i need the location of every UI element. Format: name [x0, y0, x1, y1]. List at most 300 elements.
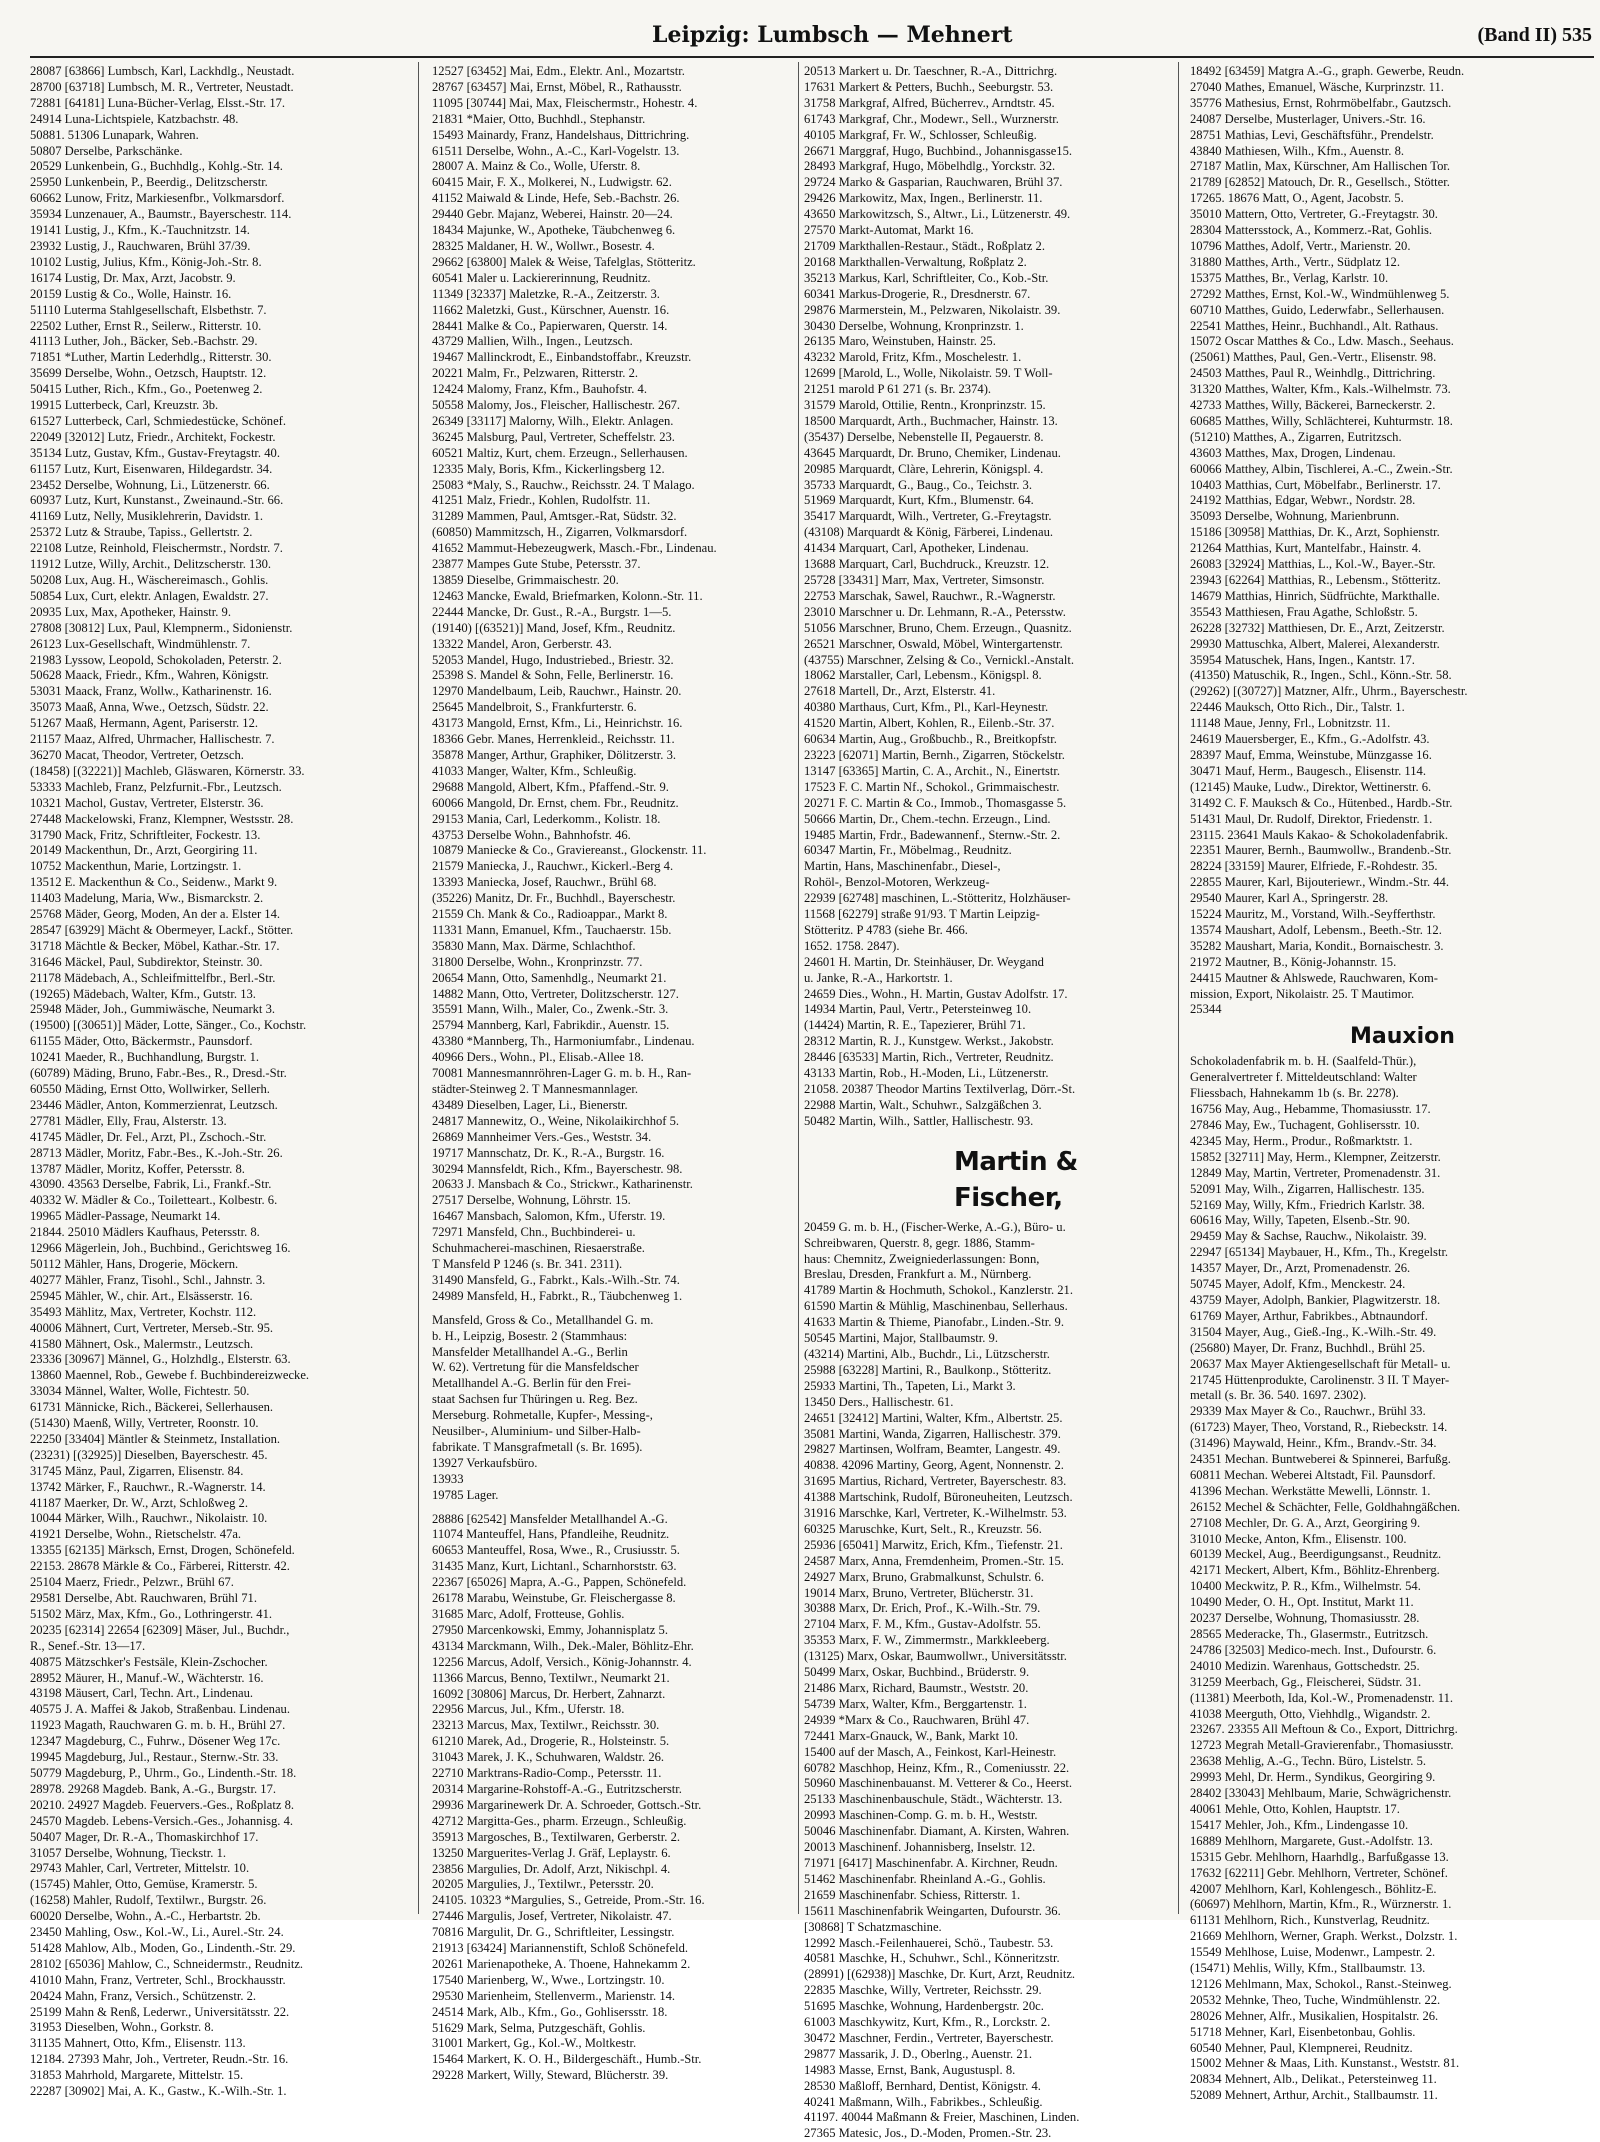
directory-entry: 11349 [32337] Maletzke, R.-A., Zeitzerstr. 3. [432, 286, 660, 301]
directory-entry: 35913 Margosches, B., Textilwaren, Gerberstr. 2. [432, 1829, 681, 1844]
directory-entry: 60415 Mair, F. X., Molkerei, N., Ludwigstr. 62. [432, 175, 672, 190]
page-title: Leipzig: Lumbsch — Mehnert [652, 22, 1013, 48]
directory-entry: 27292 Matthes, Ernst, Kol.-W., Windmühlenweg 5. [1190, 286, 1450, 301]
directory-entry: 22153. 28678 Märkle & Co., Färberei, Ritterstr. 42. [30, 1559, 290, 1574]
directory-entry: Generalvertreter f. Mitteldeutschland: Walter [1190, 1070, 1417, 1085]
directory-entry: 40277 Mähler, Franz, Tisohl., Schl., Jahnstr. 3. [30, 1272, 266, 1287]
directory-entry: 15852 [32711] May, Herm., Klempner, Zeitzerstr. [1190, 1149, 1441, 1164]
directory-entry: 43840 Mathiesen, Wilh., Kfm., Auenstr. 8. [1190, 143, 1405, 158]
directory-entry: 22108 Lutze, Reinhold, Fleischermstr., Nordstr. 7. [30, 541, 283, 556]
directory-entry: 14882 Mann, Otto, Vertreter, Dolitzscherstr. 127. [432, 986, 679, 1001]
directory-entry: 60020 Derselbe, Wohn., A.-C., Herbartstr. 2b. [30, 1909, 261, 1924]
directory-entry: 40581 Maschke, H., Schuhwr., Schl., Könneritzstr. [804, 1951, 1060, 1966]
directory-entry: 51695 Maschke, Wohnung, Hardenbergstr. 20c. [804, 1999, 1044, 2014]
directory-entry: 35353 Marx, F. W., Zimmermstr., Markkleeberg. [804, 1633, 1050, 1648]
directory-entry: 27781 Mädler, Elly, Frau, Alsterstr. 13. [30, 1113, 227, 1128]
directory-entry: 20993 Maschinen-Comp. G. m. b. H., Weststr. [804, 1808, 1038, 1823]
directory-entry: 13927 Verkaufsbüro. [432, 1455, 538, 1470]
column-divider [1178, 62, 1179, 1914]
directory-entry: 16756 May, Aug., Hebamme, Thomasiusstr. 17. [1190, 1102, 1431, 1117]
directory-entry: 21178 Mädebach, A., Schleifmittelfbr., Berl.-Str. [30, 970, 276, 985]
directory-entry: 52053 Mandel, Hugo, Industriebed., Briestr. 32. [432, 652, 674, 667]
directory-entry: 52091 May, Wilh., Zigarren, Hallischestr. 135. [1190, 1181, 1425, 1196]
directory-entry: 14357 Mayer, Dr., Arzt, Promenadenstr. 26. [1190, 1261, 1411, 1276]
directory-entry [432, 1305, 792, 1313]
header-rule [30, 56, 1594, 58]
directory-entry: 41187 Maerker, Dr. W., Arzt, Schloßweg 2. [30, 1495, 248, 1510]
directory-entry: 25728 [33431] Marr, Max, Vertreter, Simsonstr. [804, 573, 1045, 587]
directory-entry: 43645 Marquardt, Dr. Bruno, Chemiker, Lindenau. [804, 445, 1061, 460]
directory-entry: 28397 Mauf, Emma, Weinstube, Münzgasse 16. [1190, 747, 1432, 762]
directory-entry: 35733 Marquardt, G., Baug., Co., Teichstr. 3. [804, 477, 1032, 492]
directory-entry: 29743 Mahler, Carl, Vertreter, Mittelstr. 10. [30, 1861, 250, 1876]
directory-entry: 22753 Marschak, Sawel, Rauchwr., R.-Wagnerstr. [804, 588, 1056, 603]
directory-entry: 28102 [65036] Mahlow, C., Schneidermstr., Reudnitz. [30, 1956, 304, 1971]
directory-entry: Mansfelder Metallhandel A.-G., Berlin [432, 1344, 628, 1359]
directory-entry: 42171 Meckert, Albert, Kfm., Böhlitz-Ehrenberg. [1190, 1563, 1440, 1578]
directory-entry: 24351 Mechan. Buntweberei & Spinnerei, Barfußg. [1190, 1452, 1451, 1467]
directory-entry: 28325 Maldaner, H. W., Wollwr., Bosestr. 4. [432, 238, 655, 253]
directory-entry: 17265. 18676 Matt, O., Agent, Jacobstr. 5. [1190, 191, 1404, 206]
directory-entry: 61003 Maschkywitz, Kurt, Kfm., R., Lorckstr. 2. [804, 2015, 1051, 2030]
directory-entry: 21264 Matthias, Kurt, Mantelfabr., Hainstr. 4. [1190, 541, 1422, 556]
directory-entry: 23223 [62071] Martin, Bernh., Zigarren, Stöckelstr. [804, 747, 1065, 762]
directory-entry: 25083 *Maly, S., Rauchw., Reichsstr. 24. T Malago. [432, 477, 695, 492]
directory-entry: 31745 Mänz, Paul, Zigarren, Elisenstr. 84. [30, 1463, 244, 1478]
directory-entry: (61723) Mayer, Theo, Vorstand, R., Riebeckstr. 14. [1190, 1420, 1448, 1435]
directory-entry: 35282 Maushart, Maria, Kondit., Bornaischestr. 3. [1190, 938, 1444, 953]
directory-entry: 43753 Derselbe Wohn., Bahnhofstr. 46. [432, 827, 631, 842]
directory-entry: 20205 Margulies, J., Textilwr., Petersstr. 20. [432, 1877, 654, 1892]
directory-entry: 60521 Maltiz, Kurt, chem. Erzeugn., Sellerhausen. [432, 445, 688, 460]
directory-entry: 22049 [32012] Lutz, Friedr., Architekt, Fockestr. [30, 429, 276, 444]
directory-entry: 50745 Mayer, Adolf, Kfm., Menckestr. 24. [1190, 1277, 1406, 1292]
directory-entry: 35417 Marquardt, Wilh., Vertreter, G.-Freytagstr. [804, 509, 1052, 524]
directory-entry: 43603 Matthes, Max, Drogen, Lindenau. [1190, 445, 1396, 460]
directory-entry: 70816 Margulit, Dr. G., Schriftleiter, Lessingstr. [432, 1925, 675, 1940]
directory-entry: 21251 marold P 61 271 (s. Br. 2374). [804, 382, 992, 397]
directory-entry: 31685 Marc, Adolf, Frotteuse, Gohlis. [432, 1607, 625, 1621]
directory-entry: 11074 Manteuffel, Hans, Pfandleihe, Reudnitz. [432, 1527, 670, 1542]
directory-entry: (41350) Matuschik, R., Ingen., Schl., Könn.-Str. 58. [1190, 668, 1452, 683]
directory-entry: 50407 Mager, Dr. R.-A., Thomaskirchhof 17. [30, 1829, 259, 1844]
directory-entry: 22541 Matthes, Heinr., Buchhandl., Alt. Rathaus. [1190, 318, 1439, 333]
directory-entry: 22710 Marktrans-Radio-Comp., Petersstr. 11. [432, 1766, 662, 1781]
directory-entry: 40575 J. A. Maffei & Jakob, Straßenbau. Lindenau. [30, 1702, 290, 1717]
directory-entry: 13322 Mandel, Aron, Gerberstr. 43. [432, 636, 612, 651]
directory-entry: 12966 Mägerlein, Joh., Buchbind., Gerichtsweg 16. [30, 1241, 291, 1256]
directory-entry: 72971 Mansfeld, Chn., Buchbinderei- u. [432, 1225, 636, 1240]
directory-entry: 10044 Märker, Wilh., Rauchwr., Nikolaistr. 10. [30, 1511, 268, 1526]
directory-entry: 13393 Maniecka, Josef, Rauchwr., Brühl 68. [432, 875, 657, 890]
directory-entry: 27108 Mechler, Dr. G. A., Arzt, Georgiring 9. [1190, 1515, 1421, 1530]
directory-entry: 41396 Mechan. Werkstätte Mewelli, Lönnstr. 1. [1190, 1483, 1431, 1498]
directory-entry: mission, Export, Nikolaistr. 25. T Mautimor. [1190, 986, 1415, 1001]
directory-entry: Stötteritz. P 4783 (siehe Br. 466. [804, 922, 968, 937]
directory-entry: 10490 Meder, O. H., Opt. Institut, Markt 11. [1190, 1595, 1414, 1610]
directory-entry: 29936 Margarinewerk Dr. A. Schroeder, Gottsch.-Str. [432, 1797, 702, 1812]
directory-entry: 35543 Matthiesen, Frau Agathe, Schloßstr. 5. [1190, 604, 1418, 619]
directory-entry: 20159 Lustig & Co., Wolle, Hainstr. 16. [30, 286, 232, 301]
directory-entry: 17632 [62211] Gebr. Mehlhorn, Vertreter, Schönef. [1190, 1865, 1448, 1880]
directory-entry: 40105 Markgraf, Fr. W., Schlosser, Schleußig. [804, 127, 1037, 142]
directory-entry: 23446 Mädler, Anton, Kommerzienrat, Leutzsch. [30, 1097, 278, 1112]
directory-entry: (14424) Martin, R. E., Tapezierer, Brühl 71. [804, 1018, 1026, 1033]
directory-entry: 19485 Martin, Frdr., Badewannenf., Sternw.-Str. 2. [804, 827, 1061, 842]
directory-entry: 51428 Mahlow, Alb., Moden, Go., Lindenth.-Str. 29. [30, 1940, 296, 1955]
directory-entry: 23010 Marschner u. Dr. Lehmann, R.-A., Petersstw. [804, 604, 1066, 619]
directory-entry: 24659 Dies., Wohn., H. Martin, Gustav Adolfstr. 17. [804, 986, 1068, 1001]
directory-entry: 27808 [30812] Lux, Paul, Klempnerm., Sidonienstr. [30, 620, 293, 635]
directory-entry: 24503 Matthes, Paul R., Weinhdlg., Dittrichring. [1190, 366, 1436, 381]
directory-entry: 42733 Matthes, Willy, Bäckerei, Barneckerstr. 2. [1190, 398, 1436, 413]
directory-entry: 36270 Macat, Theodor, Vertreter, Oetzsch. [30, 747, 244, 762]
directory-entry: 23267. 23355 All Meftoun & Co., Export, Dittrichrg. [1190, 1722, 1458, 1737]
directory-entry: 11331 Mann, Emanuel, Kfm., Tauchaerstr. 15b. [432, 922, 672, 937]
directory-entry: 20637 Max Mayer Aktiengesellschaft für Metall- u. [1190, 1356, 1451, 1371]
directory-entry: 22250 [33404] Mäntler & Steinmetz, Installation. [30, 1431, 281, 1446]
directory-entry: 31916 Marschke, Karl, Vertreter, K.-Wilhelmstr. 53. [804, 1506, 1067, 1521]
directory-entry: 60325 Maruschke, Kurt, Selt., R., Kreuzstr. 56. [804, 1521, 1042, 1536]
directory-entry: 24415 Mautner & Ahlswede, Rauchwaren, Kom- [1190, 970, 1438, 985]
directory-entry: 11923 Magath, Rauchwaren G. m. b. H., Brühl 27. [30, 1718, 286, 1733]
directory-entry: 40966 Ders., Wohn., Pl., Elisab.-Allee 18. [432, 1050, 644, 1065]
directory-entry: 35776 Mathesius, Ernst, Rohrmöbelfabr., Gautzsch. [1190, 95, 1452, 110]
directory-entry: 18434 Majunke, W., Apotheke, Täubchenweg 6. [432, 223, 676, 238]
directory-entry: 23450 Mahling, Osw., Kol.-W., Li., Aurel.-Str. 24. [30, 1925, 284, 1940]
directory-entry: 27517 Derselbe, Wohnung, Löhrstr. 15. [432, 1193, 631, 1208]
directory-entry: 15224 Mauritz, M., Vorstand, Wilh.-Seyfferthstr. [1190, 907, 1436, 922]
directory-entry: 61527 Lutterbeck, Carl, Schmiedestücke, Schönef. [30, 413, 287, 428]
directory-entry: 40006 Mähnert, Curt, Vertreter, Merseb.-Str. 95. [30, 1320, 274, 1335]
directory-entry: Schreibwaren, Querstr. 8, gegr. 1886, Stamm- [804, 1235, 1035, 1250]
directory-entry: 41652 Mammut-Hebezeugwerk, Masch.-Fbr., Lindenau. [432, 541, 717, 556]
directory-entry: 12463 Mancke, Ewald, Briefmarken, Kolonn.-Str. 11. [432, 588, 703, 603]
directory-entry: 16467 Mansbach, Salomon, Kfm., Uferstr. 19. [432, 1209, 666, 1224]
directory-entry: 60937 Lutz, Kurt, Kunstanst., Zweinaund.-Str. 66. [30, 493, 284, 508]
directory-entry: 31880 Matthes, Arth., Vertr., Südplatz 12. [1190, 254, 1400, 269]
directory-entry: 17540 Marienberg, W., Wwe., Lortzingstr. 10. [432, 1972, 665, 1987]
directory-entry: 50545 Martini, Major, Stallbaumstr. 9. [804, 1331, 998, 1346]
directory-entry: 13574 Maushart, Adolf, Lebensm., Beeth.-Str. 12. [1190, 922, 1442, 937]
directory-entry: 24010 Medizin. Warenhaus, Gottschedstr. 25. [1190, 1658, 1420, 1673]
directory-entry: Merseburg. Rohmetalle, Kupfer-, Messing-, [432, 1408, 653, 1423]
directory-entry: 25988 [63228] Martini, R., Baulkonp., Stötteritz. [804, 1362, 1052, 1377]
directory-entry: 22855 Maurer, Karl, Bijouteriewr., Windm.-Str. 44. [1190, 875, 1449, 890]
directory-entry: 41434 Marquart, Carl, Apotheker, Lindenau. [804, 541, 1029, 556]
directory-entry: 26178 Marabu, Weinstube, Gr. Fleischergasse 8. [432, 1591, 676, 1606]
directory-entry: 21659 Maschinenfabr. Schiess, Ritterstr. 1. [804, 1887, 1021, 1902]
directory-entry: 29153 Mania, Carl, Lederkomm., Kolistr. 18. [432, 811, 661, 826]
directory-entry: 50881. 51306 Lunapark, Wahren. [30, 127, 199, 142]
directory-entry: 61511 Derselbe, Wohn., A.-C., Karl-Vogelstr. 13. [432, 143, 680, 158]
directory-entry: Fliessbach, Hahnekamm 1b (s. Br. 2278). [1190, 1086, 1399, 1101]
directory-entry: 11403 Madelung, Maria, Ww., Bismarckstr. 2. [30, 891, 264, 906]
directory-entry: 20237 Derselbe, Wohnung, Thomasiusstr. 28. [1190, 1611, 1420, 1626]
directory-entry: 25104 Maerz, Friedr., Pelzwr., Brühl 67. [30, 1575, 234, 1590]
directory-entry: 60710 Matthes, Guido, Lederwfabr., Sellerhausen. [1190, 302, 1445, 317]
directory-entry: 26083 [32924] Matthias, L., Kol.-W., Bayer.-Str. [1190, 557, 1436, 572]
directory-entry: 43489 Dieselben, Lager, Li., Bienerstr. [432, 1097, 628, 1112]
directory-entry: 15611 Maschinenfabrik Weingarten, Dufourstr. 36. [804, 1903, 1061, 1918]
directory-entry: 25199 Mahn & Renß, Lederwr., Universitätsstr. 22. [30, 2004, 290, 2019]
directory-entry: 50854 Lux, Curt, elektr. Anlagen, Ewaldstr. 27. [30, 588, 269, 603]
directory-entry: 60066 Matthey, Albin, Tischlerei, A.-C., Zwein.-Str. [1190, 461, 1453, 476]
directory-entry: 35934 Lunzenauer, A., Baumstr., Bayerschestr. 114. [30, 207, 292, 222]
directory-entry: 10796 Matthes, Adolf, Vertr., Marienstr. 20. [1190, 238, 1411, 253]
directory-entry: 23943 [62264] Matthias, R., Lebensm., Stötteritz. [1190, 573, 1441, 587]
directory-entry: 20271 F. C. Martin & Co., Immob., Thomasgasse 5. [804, 795, 1067, 810]
directory-entry: 51110 Luterma Stahlgesellschaft, Elsbethstr. 7. [30, 302, 267, 317]
directory-entry: 31953 Dieselben, Wohn., Gorkstr. 8. [30, 2020, 214, 2035]
directory-entry: 24601 H. Martin, Dr. Steinhäuser, Dr. Weygand [804, 954, 1044, 969]
directory-entry: 41113 Luther, Joh., Bäcker, Seb.-Bachstr. 29. [30, 334, 258, 349]
directory-entry: 16092 [30806] Marcus, Dr. Herbert, Zahnarzt. [432, 1686, 666, 1701]
directory-entry: Mansfeld, Gross & Co., Metallhandel G. m. [432, 1312, 654, 1327]
directory-entry: (43214) Martini, Alb., Buchdr., Li., Lützscherstr. [804, 1346, 1050, 1361]
directory-entry: 40838. 42096 Martiny, Georg, Agent, Nonnenstr. 2. [804, 1458, 1064, 1473]
directory-entry: 31718 Mächtle & Becker, Möbel, Kathar.-Str. 17. [30, 938, 280, 953]
directory-entry: 42345 May, Herm., Produr., Roßmarktstr. 1. [1190, 1133, 1413, 1148]
directory-entry: 60653 Manteuffel, Rosa, Wwe., R., Crusiusstr. 5. [432, 1543, 680, 1558]
directory-entry: 41197. 40044 Maßmann & Freier, Maschinen, Linden. [804, 2110, 1080, 2125]
directory-entry: 27618 Martell, Dr., Arzt, Elsterstr. 41. [804, 684, 996, 699]
directory-entry: (29262) [(30727)] Matzner, Alfr., Uhrm., Bayerschestr. [1190, 684, 1468, 699]
directory-entry: 30388 Marx, Dr. Erich, Prof., K.-Wilh.-Str. 79. [804, 1601, 1041, 1616]
directory-entry: 43134 Marckmann, Wilh., Dek.-Maler, Böhlitz-Ehr. [432, 1638, 694, 1653]
directory-entry: 31695 Martius, Richard, Vertreter, Bayerschestr. 83. [804, 1474, 1067, 1489]
directory-entry: 13742 Märker, F., Rauchwr., R.-Wagnerstr. 14. [30, 1479, 266, 1494]
directory-entry: 60634 Martin, Aug., Großbuchb., R., Breitkopfstr. [804, 732, 1057, 747]
directory-entry: 20314 Margarine-Rohstoff-A.-G., Eutritzscherstr. [432, 1781, 682, 1796]
directory-entry: 50208 Lux, Aug. H., Wäschereimasch., Gohlis. [30, 573, 269, 587]
directory-entry: Neusilber-, Aluminium- und Silber-Halb- [432, 1424, 641, 1439]
directory-entry: 22367 [65026] Mapra, A.-G., Pappen, Schönefeld. [432, 1575, 687, 1590]
directory-entry: 15549 Mehlhose, Luise, Modenwr., Lampestr. 2. [1190, 1945, 1436, 1960]
directory-entry: 21157 Maaz, Alfred, Uhrmacher, Hallischestr. 7. [30, 732, 275, 747]
directory-entry: 21669 Mehlhorn, Werner, Graph. Werkst., Dolzstr. 1. [1190, 1929, 1458, 1944]
directory-entry: 20633 J. Mansbach & Co., Strickwr., Katharinenstr. [432, 1177, 693, 1192]
directory-entry: 60066 Mangold, Dr. Ernst, chem. Fbr., Reudnitz. [432, 795, 679, 810]
directory-entry: 54739 Marx, Walter, Kfm., Berggartenstr. 1. [804, 1696, 1027, 1711]
directory-entry: 31504 Mayer, Aug., Gieß.-Ing., K.-Wilh.-Str. 49. [1190, 1324, 1437, 1339]
directory-entry: 50415 Luther, Rich., Kfm., Go., Poetenweg 2. [30, 382, 263, 397]
directory-entry: 16889 Mehlhorn, Margarete, Gust.-Adolfstr. 13. [1190, 1833, 1433, 1848]
directory-entry: 25945 Mähler, W., chir. Art., Elsässerstr. 16. [30, 1288, 253, 1303]
directory-entry: 23877 Mampes Gute Stube, Petersstr. 37. [432, 557, 641, 572]
directory-entry: 28402 [33043] Mehlbaum, Marie, Schwägrichenstr. [1190, 1786, 1452, 1801]
directory-entry: 40241 Maßmann, Wilh., Fabrikbes., Schleußig. [804, 2094, 1043, 2109]
directory-entry: (60789) Mäding, Bruno, Fabr.-Bes., R., Dresd.-Str. [30, 1066, 287, 1081]
directory-entry: 35010 Mattern, Otto, Vertreter, G.-Freytagstr. 30. [1190, 207, 1438, 222]
directory-entry: 29581 Derselbe, Abt. Rauchwaren, Brühl 71. [30, 1591, 257, 1605]
directory-entry: 22988 Martin, Walt., Schuhwr., Salzgäßchen 3. [804, 1097, 1042, 1112]
page-header [32, 22, 1592, 50]
directory-entry: 21058. 20387 Theodor Martins Textilverlag, Dörr.-St. [804, 1082, 1076, 1096]
directory-entry: Schuhmacherei-maschinen, Riesaerstraße. [432, 1241, 645, 1256]
directory-entry: 43090. 43563 Derselbe, Fabrik, Li., Frankf.-Str. [30, 1177, 272, 1192]
directory-entry: (13125) Marx, Oskar, Baumwollwr., Universitätsstr. [804, 1649, 1067, 1664]
directory-entry: 31010 Mecke, Anton, Kfm., Elisenstr. 100. [1190, 1531, 1407, 1546]
directory-entry: 60541 Maler u. Lackiererinnung, Reudnitz. [432, 270, 651, 285]
directory-entry: 12126 Mehlmann, Max, Schokol., Ranst.-Steinweg. [1190, 1976, 1452, 1991]
directory-entry: 51056 Marschner, Bruno, Chem. Erzeugn., Quasnitz. [804, 620, 1072, 635]
directory-entry: 71851 *Luther, Martin Lederhdlg., Ritterstr. 30. [30, 350, 272, 365]
directory-entry: 28547 [63929] Mächt & Obermeyer, Lackf., Stötter. [30, 922, 294, 937]
directory-entry: W. 62). Vertretung für die Mansfeldscher [432, 1360, 639, 1375]
directory-entry: 20149 Mackenthun, Dr., Arzt, Georgiring 11. [30, 843, 258, 858]
directory-entry: 61743 Markgraf, Chr., Modewr., Sell., Wurznerstr. [804, 111, 1059, 126]
directory-entry: 31490 Mansfeld, G., Fabrkt., Kals.-Wilh.-Str. 74. [432, 1272, 680, 1287]
directory-entry: 35081 Martini, Wanda, Zigarren, Hallischestr. 379. [804, 1426, 1061, 1441]
directory-entry: 13512 E. Mackenthun & Co., Seidenw., Markt 9. [30, 875, 278, 890]
directory-entry: 61210 Marek, Ad., Drogerie, R., Holsteinstr. 5. [432, 1734, 670, 1749]
directory-entry: 72441 Marx-Gnauck, W., Bank, Markt 10. [804, 1728, 1019, 1743]
directory-entry: 40332 W. Mädler & Co., Toiletteart., Kolbestr. 6. [30, 1193, 278, 1208]
directory-entry: 43759 Mayer, Adolph, Bankier, Plagwitzerstr. 18. [1190, 1292, 1441, 1307]
directory-entry: 19785 Lager. [432, 1487, 499, 1502]
directory-entry: 22446 Mauksch, Otto Rich., Dir., Talstr. 1. [1190, 700, 1405, 715]
directory-entry: 21972 Mautner, B., König-Johannstr. 15. [1190, 954, 1397, 969]
directory-entry: 20168 Markthallen-Verwaltung, Roßplatz 2. [804, 254, 1027, 269]
directory-entry: 51502 März, Max, Kfm., Go., Lothringerstr. 41. [30, 1606, 273, 1621]
volume-page-number: (Band II) 535 [1477, 24, 1592, 46]
directory-entry: 31758 Markgraf, Alfred, Bücherrev., Arndtstr. 45. [804, 95, 1055, 110]
directory-entry: 60811 Mechan. Weberei Altstadt, Fil. Paunsdorf. [1190, 1467, 1436, 1482]
directory-entry: 30430 Derselbe, Wohnung, Kronprinzstr. 1. [804, 318, 1024, 333]
directory-entry: 35134 Lutz, Gustav, Kfm., Gustav-Freytagstr. 40. [30, 445, 280, 460]
directory-entry: 29228 Markert, Willy, Steward, Blücherstr. 39. [432, 2068, 669, 2083]
directory-entry: 31646 Mäckel, Paul, Subdirektor, Steinstr. 30. [30, 954, 263, 969]
directory-entry: 43650 Markowitzsch, S., Altwr., Li., Lützenerstr. 49. [804, 207, 1071, 222]
directory-entry: 61590 Martin & Mühlig, Maschinenbau, Sellerhaus. [804, 1299, 1068, 1314]
directory-entry: 23213 Marcus, Max, Textilwr., Reichsstr. 30. [432, 1718, 660, 1733]
directory-entry: 23638 Mehlig, A.-G., Techn. Büro, Listelstr. 5. [1190, 1754, 1427, 1769]
directory-entry: 11148 Maue, Jenny, Frl., Lobnitzstr. 11. [1190, 716, 1391, 731]
directory-entry: 72881 [64181] Luna-Bücher-Verlag, Elsst.-Str. 17. [30, 95, 286, 110]
directory-entry: 51462 Maschinenfabr. Rheinland A.-G., Gohlis. [804, 1871, 1046, 1886]
directory-entry: (31496) Maywald, Heinr., Kfm., Brandv.-Str. 34. [1190, 1436, 1437, 1451]
directory-entry: 35073 Maaß, Anna, Wwe., Oetzsch, Südstr. 22. [30, 700, 269, 715]
directory-entry: 30471 Mauf, Herm., Baugesch., Elisenstr. 114. [1190, 763, 1426, 778]
directory-entry [804, 1130, 1164, 1138]
directory-entry: 21709 Markthallen-Restaur., Städt., Roßplatz 2. [804, 238, 1045, 253]
directory-entry: Breslau, Dresden, Frankfurt a. M., Nürnberg. [804, 1267, 1032, 1282]
directory-entry: 29540 Maurer, Karl A., Springerstr. 28. [1190, 891, 1389, 906]
directory-entry: 60347 Martin, Fr., Möbelmag., Reudnitz. [804, 843, 1012, 858]
directory-entry: 15464 Markert, K. O. H., Bildergeschäft., Humb.-Str. [432, 2052, 702, 2067]
directory-entry: 31579 Marold, Ottilie, Rentn., Kronprinzstr. 15. [804, 398, 1046, 413]
directory-entry: 70081 Mannesmannröhren-Lager G. m. b. H., Ran- [432, 1066, 692, 1081]
directory-entry: 28087 [63866] Lumbsch, Karl, Lackhdlg., Neustadt. [30, 64, 295, 78]
directory-entry: 20513 Markert u. Dr. Taeschner, R.-A., Dittrichrg. [804, 64, 1058, 78]
directory-entry: 29930 Mattuschka, Albert, Malerei, Alexanderstr. [1190, 636, 1440, 651]
directory-entry: 25344 [1190, 1002, 1222, 1017]
directory-entry: haus: Chemnitz, Zweigniederlassungen: Bonn, [804, 1251, 1040, 1266]
directory-entry: 50482 Martin, Wilh., Sattler, Hallischestr. 93. [804, 1113, 1034, 1128]
directory-entry: 26228 [32732] Matthiesen, Dr. E., Arzt, Zeitzerstr. [1190, 620, 1445, 635]
directory-entry: (12145) Mauke, Ludw., Direktor, Wettinerstr. 6. [1190, 779, 1432, 794]
directory-entry: 40875 Mätzschker's Festsäle, Klein-Zschocher. [30, 1654, 268, 1669]
directory-entry: 12992 Masch.-Feilenhauerei, Schö., Taubestr. 53. [804, 1935, 1054, 1950]
directory-entry: 24786 [32503] Medico-mech. Inst., Dufourstr. 6. [1190, 1642, 1437, 1657]
directory-entry: 28713 Mädler, Moritz, Fabr.-Bes., K.-Joh.-Str. 26. [30, 1145, 283, 1160]
directory-entry: (28991) [(62938)] Maschke, Dr. Kurt, Arzt, Reudnitz. [804, 1967, 1076, 1982]
column-4 [1190, 64, 1582, 2103]
directory-entry: (43755) Marschner, Zelsing & Co., Vernickl.-Anstalt. [804, 652, 1074, 667]
directory-entry: 26123 Lux-Gesellschaft, Windmühlenstr. 7. [30, 636, 251, 651]
column-divider [418, 62, 419, 1914]
directory-entry: metall (s. Br. 36. 540. 1697. 2302). [1190, 1388, 1367, 1403]
directory-entry: (19265) Mädebach, Walter, Kfm., Gutstr. 13. [30, 986, 256, 1001]
directory-entry: 41921 Derselbe, Wohn., Rietschelstr. 47a. [30, 1527, 242, 1542]
directory-entry: 60550 Mäding, Ernst Otto, Wollwirker, Sellerh. [30, 1082, 270, 1096]
directory-entry: 20834 Mehnert, Alb., Delikat., Petersteinweg 11. [1190, 2072, 1437, 2087]
directory-entry: 26521 Marschner, Oswald, Möbel, Wintergartenstr. [804, 636, 1063, 651]
directory-entry: 25948 Mäder, Joh., Gummiwäsche, Neumarkt 3. [30, 1002, 276, 1017]
directory-entry: 24817 Mannewitz, O., Weine, Nikolaikirchhof 5. [432, 1113, 680, 1128]
directory-entry: 28007 A. Mainz & Co., Wolle, Uferstr. 8. [432, 159, 641, 174]
directory-entry: 12424 Malomy, Franz, Kfm., Bauhofstr. 4. [432, 382, 648, 397]
directory-entry: 35493 Mählitz, Max, Vertreter, Kochstr. 112. [30, 1304, 257, 1319]
directory-entry: 41033 Manger, Walter, Kfm., Schleußig. [432, 763, 637, 778]
directory-entry: 31790 Mack, Fritz, Schriftleiter, Fockestr. 13. [30, 827, 261, 842]
column-3 [804, 64, 1164, 2141]
directory-entry: 15375 Matthes, Br., Verlag, Karlstr. 10. [1190, 270, 1389, 285]
directory-entry: 60782 Maschhop, Heinz, Kfm., R., Comeniusstr. 22. [804, 1760, 1070, 1775]
advert-heading: Martin & Fischer, [954, 1146, 1078, 1213]
directory-entry: 23336 [30967] Männel, G., Holzhdlg., Elsterstr. 63. [30, 1352, 291, 1367]
directory-entry: 61131 Mehlhorn, Rich., Kunstverlag, Reudnitz. [1190, 1913, 1430, 1928]
directory-entry: (15745) Mahler, Otto, Gemüse, Kramerstr. 5. [30, 1877, 258, 1892]
directory-entry: 43133 Martin, Rob., H.-Moden, Li., Lützenerstr. [804, 1066, 1049, 1081]
directory-entry: 50779 Magdeburg, P., Uhrm., Go., Lindenth.-Str. 18. [30, 1765, 297, 1780]
directory-entry: 11662 Maletzki, Gust., Kürschner, Auenstr. 16. [432, 302, 670, 317]
directory-entry: 19467 Mallinckrodt, E., Einbandstoffabr., Kreuzstr. [432, 350, 692, 365]
directory-entry: 22287 [30902] Mai, A. K., Gastw., K.-Wilh.-Str. 1. [30, 2084, 287, 2099]
directory-entry: 26135 Maro, Weinstuben, Hainstr. 25. [804, 334, 996, 349]
directory-entry: 52169 May, Willy, Kfm., Friedrich Karlstr. 38. [1190, 1197, 1425, 1212]
directory-entry: 41152 Maiwald & Linde, Hefe, Seb.-Bachstr. 26. [432, 191, 680, 206]
directory-entry: T Mansfeld P 1246 (s. Br. 341. 2311). [432, 1256, 623, 1271]
directory-entry: 21789 [62852] Matouch, Dr. R., Gesellsch., Stötter. [1190, 175, 1450, 190]
directory-entry: 25645 Mandelbroit, S., Frankfurterstr. 6. [432, 700, 637, 715]
directory-entry: 12699 [Marold, L., Wolle, Nikolaistr. 59. T Woll- [804, 366, 1053, 381]
directory-entry: 24105. 10323 *Margulies, S., Getreide, Prom.-Str. 16. [432, 1893, 705, 1908]
directory-entry: 42712 Margitta-Ges., pharm. Erzeugn., Schleußig. [432, 1813, 687, 1828]
directory-entry: 29877 Massarik, J. D., Oberlng., Auenstr. 21. [804, 2046, 1033, 2061]
directory-entry: 61157 Lutz, Kurt, Eisenwaren, Hildegardstr. 34. [30, 461, 273, 476]
directory-entry: 60662 Lunow, Fritz, Markiesenfbr., Volkmarsdorf. [30, 191, 285, 206]
directory-entry: 31853 Mahrhold, Margarete, Mittelstr. 15. [30, 2068, 244, 2083]
directory-entry: 15002 Mehner & Maas, Lith. Kunstanst., Weststr. 81. [1190, 2056, 1460, 2071]
directory-entry: 25936 [65041] Marwitz, Erich, Kfm., Tiefenstr. 21. [804, 1537, 1063, 1552]
directory-entry: 29662 [63800] Malek & Weise, Tafelglas, Stötteritz. [432, 254, 696, 269]
directory-entry: (19140) [(63521)] Mand, Josef, Kfm., Reudnitz. [432, 620, 676, 635]
directory-entry: 28530 Maßloff, Bernhard, Dentist, Königstr. 4. [804, 2078, 1041, 2093]
directory-entry: 28224 [33159] Maurer, Elfriede, F.-Rohdestr. 35. [1190, 859, 1438, 874]
directory-entry: 71971 [6417] Maschinenfabr. A. Kirchner, Reudn. [804, 1855, 1058, 1870]
directory-entry: 1652. 1758. 2847). [804, 938, 900, 953]
directory-entry: 22939 [62748] maschinen, L.-Stötteritz, Holzhäuser- [804, 891, 1071, 906]
directory-entry: 24989 Mansfeld, H., Fabrkt., R., Täubchenweg 1. [432, 1288, 683, 1303]
directory-entry: (25061) Matthes, Paul, Gen.-Vertr., Elisenstr. 98. [1190, 350, 1437, 365]
directory-entry: 61769 Mayer, Arthur, Fabrikbes., Abtnaundorf. [1190, 1308, 1428, 1323]
directory-entry: 20529 Lunkenbein, G., Buchhdlg., Kohlg.-Str. 14. [30, 159, 283, 174]
directory-entry: 11095 [30744] Mai, Max, Fleischermstr., Hohestr. 4. [432, 95, 698, 110]
directory-entry: (51430) Maenß, Willy, Vertreter, Roonstr. 10. [30, 1416, 259, 1431]
directory-entry: 41010 Mahn, Franz, Vertreter, Schl., Brockhausstr. [30, 1972, 286, 1987]
